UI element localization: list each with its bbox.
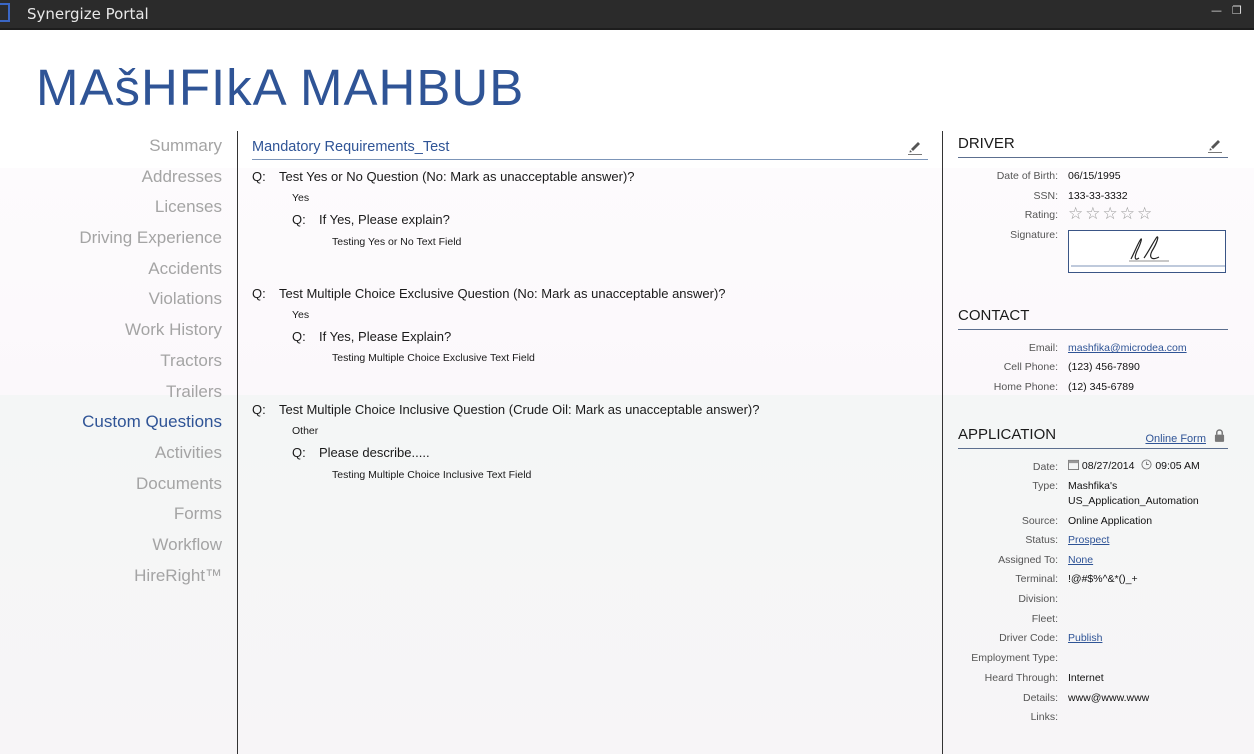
ssn-label: SSN: bbox=[1033, 190, 1058, 202]
cell-phone-value: (123) 456-7890 bbox=[1068, 361, 1140, 373]
nav-item-custom-questions[interactable]: Custom Questions bbox=[82, 412, 222, 432]
assigned-label: Assigned To: bbox=[998, 554, 1058, 566]
followup-3 bbox=[292, 445, 430, 460]
nav-item-hireright[interactable]: HireRight™ bbox=[134, 565, 222, 585]
app-logo-icon bbox=[0, 3, 10, 22]
question-text: Test Multiple Choice Exclusive Question (No: Mark as unacceptable answer)? bbox=[279, 286, 726, 301]
question-1 bbox=[252, 169, 635, 184]
nav-item-workflow[interactable]: Workflow bbox=[152, 534, 222, 554]
star-icon[interactable]: ☆ bbox=[1119, 204, 1135, 223]
rating-stars[interactable] bbox=[1068, 204, 1154, 224]
details-value: www@www.www bbox=[1068, 692, 1150, 704]
clock-icon bbox=[1141, 459, 1152, 470]
followup-answer-1: Testing Yes or No Text Field bbox=[332, 236, 462, 248]
nav-item-summary[interactable]: Summary bbox=[149, 136, 222, 155]
q-label: Q: bbox=[292, 329, 306, 344]
star-icon[interactable]: ☆ bbox=[1137, 204, 1153, 223]
star-icon[interactable]: ☆ bbox=[1068, 204, 1084, 223]
nav-item-licenses[interactable]: Licenses bbox=[154, 197, 222, 217]
heard-through-label: Heard Through: bbox=[984, 672, 1058, 684]
nav-item-tractors[interactable]: Tractors bbox=[160, 350, 222, 370]
nav-item-addresses[interactable]: Addresses bbox=[141, 166, 222, 186]
status-label: Status: bbox=[1025, 534, 1058, 546]
question-2 bbox=[252, 286, 726, 301]
q-label: Q: bbox=[252, 169, 266, 184]
nav-item-accidents[interactable]: Accidents bbox=[148, 258, 222, 278]
app-type-label: Type: bbox=[1032, 480, 1058, 492]
answer-1: Yes bbox=[292, 192, 310, 204]
home-phone-label: Home Phone: bbox=[993, 381, 1058, 393]
dob-label: Date of Birth: bbox=[996, 170, 1058, 182]
answer-2: Yes bbox=[292, 309, 310, 321]
followup-answer-2: Testing Multiple Choice Exclusive Text Field bbox=[332, 352, 535, 364]
driver-code-label: Driver Code: bbox=[999, 632, 1058, 644]
star-icon[interactable]: ☆ bbox=[1102, 204, 1118, 223]
followup-1 bbox=[292, 212, 450, 227]
email-link[interactable]: mashfika@microdea.com bbox=[1068, 342, 1187, 354]
status-link[interactable]: Prospect bbox=[1068, 534, 1110, 546]
nav-item-violations[interactable]: Violations bbox=[148, 289, 222, 309]
question-text: Test Yes or No Question (No: Mark as unacceptable answer)? bbox=[279, 169, 635, 184]
q-label: Q: bbox=[292, 212, 306, 227]
signature-label: Signature: bbox=[1010, 229, 1058, 241]
driver-heading bbox=[958, 133, 1228, 158]
heard-through-value: Internet bbox=[1068, 672, 1104, 684]
nav-item-work-history[interactable]: Work History bbox=[125, 320, 222, 340]
followup-2 bbox=[292, 329, 451, 344]
application-heading-text: APPLICATION bbox=[958, 426, 1057, 443]
signature-box bbox=[1068, 230, 1226, 273]
signature-image bbox=[1069, 231, 1227, 274]
pencil-icon[interactable] bbox=[908, 139, 922, 155]
calendar-icon bbox=[1068, 459, 1079, 470]
star-icon[interactable]: ☆ bbox=[1085, 204, 1101, 223]
links-label: Links: bbox=[1030, 711, 1058, 723]
online-form-link[interactable]: Online Form bbox=[1145, 433, 1206, 445]
followup-text: If Yes, Please explain? bbox=[319, 212, 450, 227]
fleet-label: Fleet: bbox=[1031, 613, 1058, 625]
application-heading bbox=[958, 424, 1228, 449]
q-label: Q: bbox=[292, 445, 306, 460]
divider-left bbox=[237, 131, 238, 754]
employment-type-label: Employment Type: bbox=[971, 652, 1058, 664]
nav-item-driving-experience[interactable]: Driving Experience bbox=[79, 228, 222, 248]
app-type-line2: US_Application_Automation bbox=[1068, 495, 1199, 507]
app-type-line1: Mashfika's bbox=[1068, 480, 1118, 492]
ssn-value: 133-33-3332 bbox=[1068, 190, 1128, 202]
source-label: Source: bbox=[1021, 515, 1058, 527]
terminal-label: Terminal: bbox=[1015, 573, 1058, 585]
driver-heading-text: DRIVER bbox=[958, 135, 1015, 152]
divider-right bbox=[942, 131, 943, 754]
question-3 bbox=[252, 402, 760, 417]
pencil-icon[interactable] bbox=[1208, 137, 1222, 153]
nav-item-documents[interactable]: Documents bbox=[136, 473, 222, 493]
q-label: Q: bbox=[252, 402, 266, 417]
nav-item-trailers[interactable]: Trailers bbox=[165, 381, 222, 401]
restore-icon[interactable]: ❐ bbox=[1232, 4, 1242, 17]
sidebar-nav bbox=[0, 131, 222, 591]
nav-item-activities[interactable]: Activities bbox=[154, 442, 222, 462]
window-titlebar bbox=[0, 0, 1254, 30]
driver-code-link[interactable]: Publish bbox=[1068, 632, 1103, 644]
minimize-icon[interactable]: — bbox=[1211, 4, 1222, 17]
app-date-label: Date: bbox=[1032, 461, 1058, 473]
app-date-value: 08/27/2014 bbox=[1081, 460, 1135, 472]
dob-value: 06/15/1995 bbox=[1068, 170, 1121, 182]
cell-phone-label: Cell Phone: bbox=[1003, 361, 1058, 373]
followup-text: Please describe..... bbox=[319, 445, 430, 460]
details-label: Details: bbox=[1022, 692, 1058, 704]
division-label: Division: bbox=[1018, 593, 1058, 605]
followup-text: If Yes, Please Explain? bbox=[319, 329, 452, 344]
section-title-text: Mandatory Requirements_Test bbox=[252, 139, 450, 155]
app-time-value: 09:05 AM bbox=[1155, 460, 1200, 472]
followup-answer-3: Testing Multiple Choice Inclusive Text Field bbox=[332, 469, 532, 481]
terminal-value: !@#$%^&*()_+ bbox=[1068, 573, 1138, 585]
question-text: Test Multiple Choice Inclusive Question (Crude Oil: Mark as unacceptable answer)? bbox=[279, 402, 760, 417]
source-value: Online Application bbox=[1068, 515, 1153, 527]
answer-3: Other bbox=[292, 425, 319, 437]
window-title: Synergize Portal bbox=[27, 5, 149, 23]
contact-heading: CONTACT bbox=[958, 305, 1228, 330]
q-label: Q: bbox=[252, 286, 266, 301]
custom-questions-panel bbox=[252, 133, 928, 481]
nav-item-forms[interactable]: Forms bbox=[173, 504, 222, 524]
email-label: Email: bbox=[1028, 342, 1058, 354]
section-title bbox=[252, 133, 928, 160]
home-phone-value: (12) 345-6789 bbox=[1068, 381, 1134, 393]
person-name: MAšHFIkA MAHBUB bbox=[36, 59, 525, 116]
app-date-row bbox=[1068, 459, 1200, 472]
lock-icon bbox=[1214, 429, 1225, 442]
assigned-link[interactable]: None bbox=[1068, 554, 1094, 566]
rating-label: Rating: bbox=[1024, 209, 1058, 221]
